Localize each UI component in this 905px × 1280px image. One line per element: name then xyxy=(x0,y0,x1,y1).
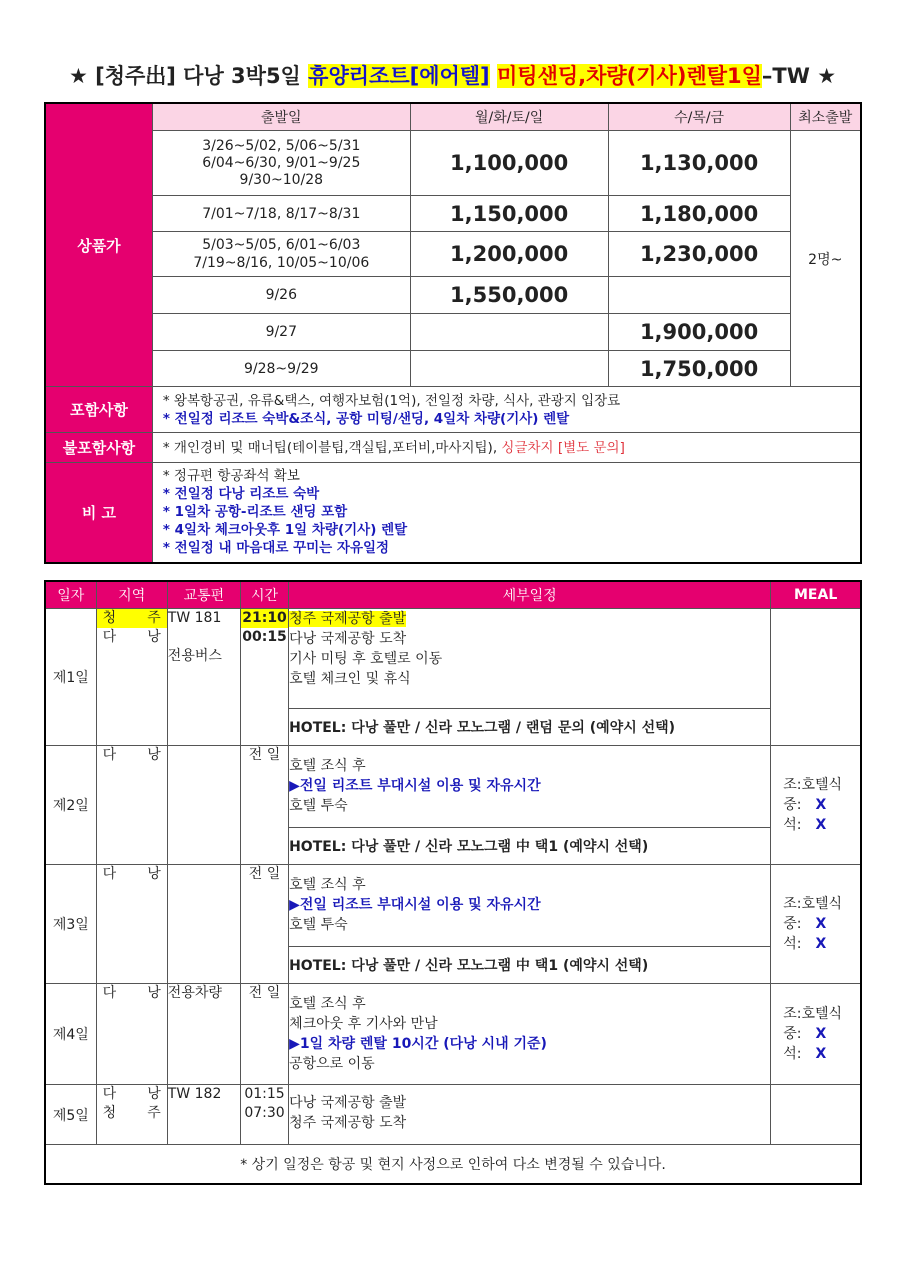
header-transport: 교통편 xyxy=(167,581,240,609)
included-text: * 왕복항공권, 유류&택스, 여행자보험(1억), 전일정 차량, 식사, 관광지 입장료 * 전일정 리조트 숙박&조식, 공항 미팅/샌딩, 4일차 차량(기사) 렌탈 xyxy=(152,387,861,433)
hotel-info: HOTEL: 다낭 풀만 / 신라 모노그램 中 택1 (예약시 선택) xyxy=(289,828,771,865)
header-departure-date: 출발일 xyxy=(152,103,410,131)
region-cell: 다 낭 xyxy=(96,865,167,984)
details-cell: 호텔 조식 후 ▶전일 리조트 부대시설 이용 및 자유시간 호텔 투숙 xyxy=(289,746,771,828)
header-region: 지역 xyxy=(96,581,167,609)
price-value: 1,550,000 xyxy=(410,277,608,314)
schedule-note: * 상기 일정은 항공 및 현지 사정으로 인하여 다소 변경될 수 있습니다. xyxy=(45,1145,861,1185)
transport-cell xyxy=(167,746,240,865)
price-value: 1,100,000 xyxy=(410,131,608,196)
price-value: 1,900,000 xyxy=(608,314,790,351)
price-row-dates: 3/26~5/02, 5/06~5/31 6/04~6/30, 9/01~9/25 9/30~10/28 xyxy=(152,131,410,196)
meal-cell: 조:호텔식 중: X 석: X xyxy=(771,865,861,984)
price-value: 1,180,000 xyxy=(608,196,790,232)
remarks-text: * 정규편 항공좌석 확보 * 전일정 다낭 리조트 숙박 * 1일차 공항-리조트 샌딩 포함 * 4일차 체크아웃후 1일 차량(기사) 렌탈 * 전일정 내 마음대로 꾸미는 자유일정 xyxy=(152,463,861,563)
meal-cell: 조:호텔식 중: X 석: X xyxy=(771,746,861,865)
price-value xyxy=(608,277,790,314)
title-space xyxy=(490,64,497,88)
title-suffix: –TW ★ xyxy=(761,64,837,88)
schedule-table xyxy=(44,580,862,1185)
time-cell: 21:10 00:15 xyxy=(240,609,288,746)
region-cell: 다 낭 청 주 xyxy=(96,1085,167,1145)
price-row-dates: 9/26 xyxy=(152,277,410,314)
price-value xyxy=(410,351,608,387)
details-cell: 다낭 국제공항 출발 청주 국제공항 도착 xyxy=(289,1085,771,1145)
header-weekday-b: 수/목/금 xyxy=(608,103,790,131)
price-value: 1,200,000 xyxy=(410,232,608,277)
day-label: 제1일 xyxy=(45,609,96,746)
title-highlight-meeting: 미팅샌딩,차량(기사)렌탈1일 xyxy=(496,64,762,88)
header-time: 시간 xyxy=(240,581,288,609)
day-label: 제2일 xyxy=(45,746,96,865)
min-departure: 2명~ xyxy=(790,131,861,387)
excluded-label: 불포함사항 xyxy=(45,433,152,463)
header-meal: MEAL xyxy=(771,581,861,609)
price-row-dates: 5/03~5/05, 6/01~6/03 7/19~8/16, 10/05~10/06 xyxy=(152,232,410,277)
meal-cell: 조:호텔식 중: X 석: X xyxy=(771,984,861,1085)
price-row-dates: 7/01~7/18, 8/17~8/31 xyxy=(152,196,410,232)
time-cell: 01:15 07:30 xyxy=(240,1085,288,1145)
transport-cell: TW 181 전용버스 xyxy=(167,609,240,746)
time-cell: 전 일 xyxy=(240,984,288,1085)
time-cell: 전 일 xyxy=(240,746,288,865)
title-prefix: ★ [청주出] 다낭 3박5일 xyxy=(68,64,309,88)
day-label: 제3일 xyxy=(45,865,96,984)
price-value: 1,150,000 xyxy=(410,196,608,232)
price-label: 상품가 xyxy=(45,103,152,387)
header-weekday-a: 월/화/토/일 xyxy=(410,103,608,131)
transport-cell: 전용차량 xyxy=(167,984,240,1085)
title-highlight-resort: 휴양리조트[에어텔] xyxy=(308,64,490,88)
details-cell: 호텔 조식 후 ▶전일 리조트 부대시설 이용 및 자유시간 호텔 투숙 xyxy=(289,865,771,947)
meal-cell xyxy=(771,609,861,746)
time-cell: 전 일 xyxy=(240,865,288,984)
remarks-label: 비 고 xyxy=(45,463,152,563)
details-cell: 호텔 조식 후 체크아웃 후 기사와 만남 ▶1일 차량 렌탈 10시간 (다낭 시내 기준) 공항으로 이동 xyxy=(289,984,771,1085)
details-cell: 청주 국제공항 출발 다낭 국제공항 도착 기사 미팅 후 호텔로 이동 호텔 체크인 및 휴식 xyxy=(289,609,771,709)
price-value: 1,130,000 xyxy=(608,131,790,196)
price-row-dates: 9/28~9/29 xyxy=(152,351,410,387)
excluded-text: * 개인경비 및 매너팁(테이블팁,객실팁,포터비,마사지팁), 싱글차지 [별도 문의] xyxy=(152,433,861,463)
transport-cell: TW 182 xyxy=(167,1085,240,1145)
day-label: 제4일 xyxy=(45,984,96,1085)
region-cell: 다 낭 xyxy=(96,984,167,1085)
page-title xyxy=(0,60,905,90)
price-value: 1,750,000 xyxy=(608,351,790,387)
price-row-dates: 9/27 xyxy=(152,314,410,351)
transport-cell xyxy=(167,865,240,984)
header-day: 일자 xyxy=(45,581,96,609)
meal-cell xyxy=(771,1085,861,1145)
price-value: 1,230,000 xyxy=(608,232,790,277)
region-cell: 청 주 다 낭 xyxy=(96,609,167,746)
day-label: 제5일 xyxy=(45,1085,96,1145)
region-cell: 다 낭 xyxy=(96,746,167,865)
price-value xyxy=(410,314,608,351)
hotel-info: HOTEL: 다낭 풀만 / 신라 모노그램 / 랜덤 문의 (예약시 선택) xyxy=(289,709,771,746)
header-min-departure: 최소출발 xyxy=(790,103,861,131)
hotel-info: HOTEL: 다낭 풀만 / 신라 모노그램 中 택1 (예약시 선택) xyxy=(289,947,771,984)
header-details: 세부일정 xyxy=(289,581,771,609)
price-table xyxy=(44,102,862,564)
included-label: 포함사항 xyxy=(45,387,152,433)
